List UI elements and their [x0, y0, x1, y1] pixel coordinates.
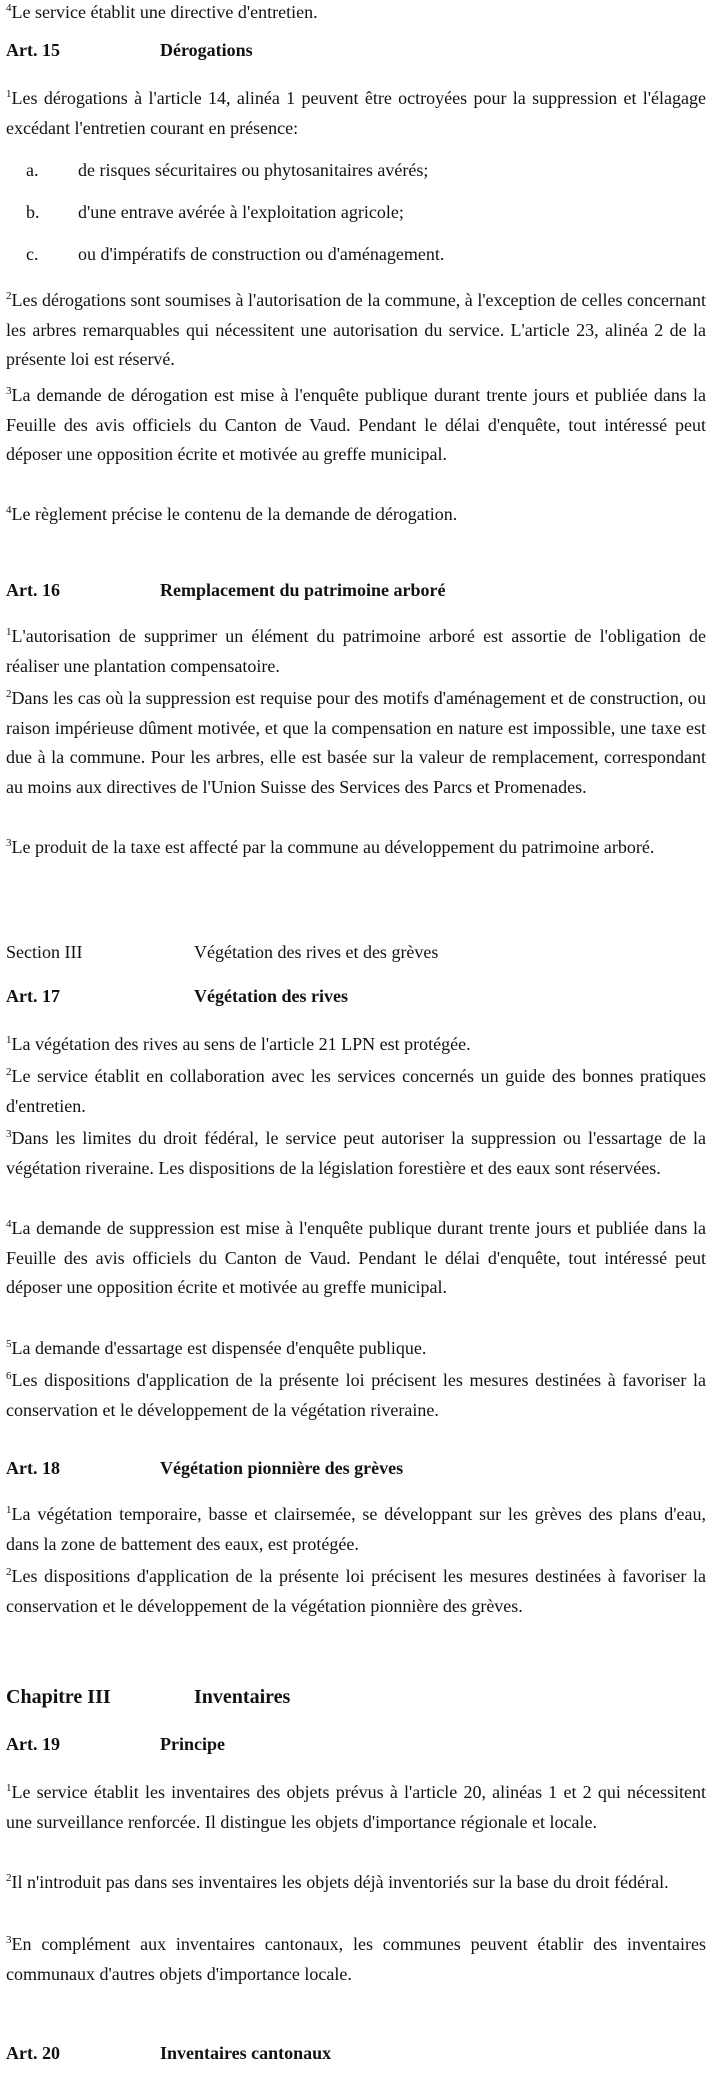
paragraph-text: En complément aux inventaires cantonaux, les communes peuvent établir des inventaires communaux d'autres objets d'importance locale. — [6, 1934, 706, 1984]
paragraph-number: 1 — [6, 88, 12, 100]
paragraph-text: Les dispositions d'application de la présente loi précisent les mesures destinées à favoriser la conservation et le développement de la végétation riveraine. — [6, 1370, 706, 1420]
paragraph-text: La végétation des rives au sens de l'article 21 LPN est protégée. — [11, 1034, 471, 1054]
paragraph-art18-2 — [6, 1562, 706, 1621]
chapter-heading — [6, 1686, 706, 1709]
paragraph-number: 3 — [6, 1128, 12, 1140]
list-marker: b. — [26, 202, 40, 222]
paragraph-number: 1 — [6, 1034, 12, 1046]
paragraph-art15-1 — [6, 84, 706, 143]
paragraph-number: 5 — [6, 1338, 12, 1350]
article-number: Art. 17 — [6, 986, 60, 1006]
paragraph-number: 1 — [6, 1782, 12, 1794]
paragraph-art16-1 — [6, 622, 706, 681]
article-number: Art. 15 — [6, 40, 60, 60]
paragraph-number: 6 — [6, 1370, 12, 1382]
paragraph-number: 4 — [6, 1218, 12, 1230]
paragraph-art17-3 — [6, 1124, 706, 1183]
paragraph-text: Il n'introduit pas dans ses inventaires les objets déjà inventoriés sur la base du droit fédéral. — [11, 1872, 669, 1892]
chapter-title: Inventaires — [194, 1686, 291, 1708]
article-title: Végétation des rives — [194, 986, 348, 1006]
paragraph-number: 2 — [6, 1066, 12, 1078]
article-heading-15 — [6, 40, 706, 61]
article-title: Inventaires cantonaux — [160, 2043, 332, 2063]
list-text: d'une entrave avérée à l'exploitation agricole; — [78, 202, 404, 222]
paragraph-art17-2 — [6, 1062, 706, 1121]
article-heading-19 — [6, 1734, 706, 1755]
list-item-c — [26, 244, 686, 265]
paragraph-number: 4 — [6, 2, 12, 14]
paragraph-art16-3 — [6, 833, 706, 863]
paragraph-number: 2 — [6, 688, 12, 700]
paragraph-number: 1 — [6, 626, 12, 638]
paragraph-art15-2 — [6, 286, 706, 375]
article-number: Art. 18 — [6, 1458, 60, 1478]
article-heading-18 — [6, 1458, 706, 1479]
paragraph-art19-3 — [6, 1930, 706, 1989]
paragraph-art17-4 — [6, 1214, 706, 1303]
paragraph-art19-1 — [6, 1778, 706, 1837]
article-heading-17 — [6, 986, 706, 1007]
paragraph-text: Le service établit les inventaires des objets prévus à l'article 20, alinéas 1 et 2 qui nécessitent une surveillance renforcée. Il distingue les objets d'importance régionale et locale. — [6, 1782, 706, 1832]
article-number: Art. 20 — [6, 2043, 60, 2063]
paragraph-number: 4 — [6, 504, 12, 516]
paragraph-number: 2 — [6, 290, 12, 302]
article-title: Principe — [160, 1734, 225, 1754]
paragraph-text: Dans les cas où la suppression est requise pour des motifs d'aménagement et de construction, ou raison impérieuse dûment motivée, et que la compensation en nature est impossible, une taxe est due à la commune. Pour les arbres, elle est basée sur la valeur de remplacement, correspondant au moins aux directives de l'Union Suisse des Services des Parcs et Promenades. — [6, 688, 706, 797]
list-item-b — [26, 202, 686, 223]
paragraph-art15-3 — [6, 381, 706, 470]
article-title: Végétation pionnière des grèves — [160, 1458, 404, 1478]
article-heading-16 — [6, 580, 706, 601]
list-marker: c. — [26, 244, 39, 264]
article-number: Art. 19 — [6, 1734, 60, 1754]
paragraph-number: 2 — [6, 1872, 12, 1884]
paragraph-text: La demande d'essartage est dispensée d'enquête publique. — [11, 1338, 427, 1358]
article-heading-20 — [6, 2043, 706, 2064]
paragraph-number: 2 — [6, 1566, 12, 1578]
paragraph-art16-2 — [6, 684, 706, 802]
paragraph-art18-1 — [6, 1500, 706, 1559]
paragraph-text: Dans les limites du droit fédéral, le service peut autoriser la suppression ou l'essartage de la végétation riveraine. Les dispositions de la législation forestière et des eaux sont réservées. — [6, 1128, 706, 1178]
paragraph-number: 3 — [6, 837, 12, 849]
paragraph-art17-5 — [6, 1334, 706, 1364]
section-title: Végétation des rives et des grèves — [194, 942, 439, 962]
article-title: Remplacement du patrimoine arboré — [160, 580, 446, 600]
article-number: Art. 16 — [6, 580, 60, 600]
chapter-number: Chapitre III — [6, 1686, 111, 1708]
paragraph-number: 3 — [6, 385, 12, 397]
paragraph-art17-1 — [6, 1030, 706, 1060]
paragraph-number: 3 — [6, 1934, 12, 1946]
paragraph-text: Le service établit une directive d'entretien. — [11, 2, 318, 22]
list-marker: a. — [26, 160, 39, 180]
paragraph-text: Les dérogations à l'article 14, alinéa 1 peuvent être octroyées pour la suppression et l'élagage excédant l'entretien courant en présence: — [6, 88, 706, 138]
paragraph-art17-6 — [6, 1366, 706, 1425]
section-number: Section III — [6, 942, 83, 962]
list-text: ou d'impératifs de construction ou d'aménagement. — [78, 244, 445, 264]
paragraph-text: La demande de dérogation est mise à l'enquête publique durant trente jours et publiée dans la Feuille des avis officiels du Canton de Vaud. Pendant le délai d'enquête, tout intéressé peut déposer une opposition écrite et motivée au greffe municipal. — [6, 385, 706, 464]
paragraph-number: 1 — [6, 1504, 12, 1516]
paragraph-text: L'autorisation de supprimer un élément du patrimoine arboré est assortie de l'obligation de réaliser une plantation compensatoire. — [6, 626, 706, 676]
paragraph-art19-2 — [6, 1868, 706, 1898]
paragraph-art14-4 — [6, 0, 706, 28]
paragraph-art15-4 — [6, 500, 706, 530]
paragraph-text: Le produit de la taxe est affecté par la commune au développement du patrimoine arboré. — [11, 837, 655, 857]
list-text: de risques sécuritaires ou phytosanitaires avérés; — [78, 160, 429, 180]
paragraph-text: La végétation temporaire, basse et clairsemée, se développant sur les grèves des plans d'eau, dans la zone de battement des eaux, est protégée. — [6, 1504, 706, 1554]
article-title: Dérogations — [160, 40, 253, 60]
list-item-a — [26, 160, 686, 181]
paragraph-text: Le règlement précise le contenu de la demande de dérogation. — [11, 504, 458, 524]
paragraph-text: Le service établit en collaboration avec les services concernés un guide des bonnes pratiques d'entretien. — [6, 1066, 706, 1116]
paragraph-text: La demande de suppression est mise à l'enquête publique durant trente jours et publiée dans la Feuille des avis officiels du Canton de Vaud. Pendant le délai d'enquête, tout intéressé peut déposer une opposition écrite et motivée au greffe municipal. — [6, 1218, 706, 1297]
paragraph-text: Les dérogations sont soumises à l'autorisation de la commune, à l'exception de celles concernant les arbres remarquables qui nécessitent une autorisation du service. L'article 23, alinéa 2 de la présente loi est réservé. — [6, 290, 706, 369]
paragraph-text: Les dispositions d'application de la présente loi précisent les mesures destinées à favoriser la conservation et le développement de la végétation pionnière des grèves. — [6, 1566, 706, 1616]
section-heading — [6, 942, 706, 963]
